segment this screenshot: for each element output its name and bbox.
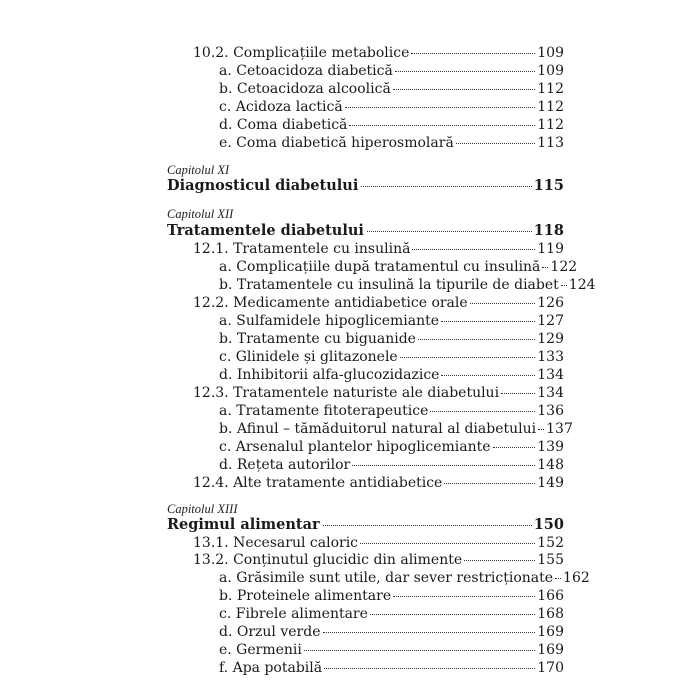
toc-entry-label: d. Orzul verde xyxy=(219,624,321,640)
dot-leader xyxy=(464,559,535,561)
toc-entry-label: 12.1. Tratamentele cu insulină xyxy=(193,241,411,257)
page-number: 115 xyxy=(533,177,564,194)
dot-leader xyxy=(430,410,535,412)
page-number: 162 xyxy=(563,570,590,586)
page-number: 122 xyxy=(550,259,578,275)
dot-leader xyxy=(456,142,535,144)
toc-entry-label: d. Inhibitorii alfa-glucozidazice xyxy=(219,367,440,383)
chapter-heading xyxy=(167,205,233,223)
dot-leader xyxy=(561,284,567,286)
toc-entry-label: e. Germenii xyxy=(219,642,302,658)
toc-entry-label: a. Complicațiile după tratamentul cu insulină xyxy=(219,259,541,275)
toc-entry[interactable] xyxy=(219,312,564,330)
dot-leader xyxy=(501,392,535,394)
dot-leader xyxy=(323,631,536,633)
dot-leader xyxy=(324,667,535,669)
dot-leader xyxy=(538,428,544,430)
toc-entry[interactable] xyxy=(219,569,590,587)
page-number: 170 xyxy=(537,660,564,676)
toc-entry-label: Tratamentele diabetului xyxy=(167,222,364,239)
toc-entry-label: 10.2. Complicațiile metabolice xyxy=(193,45,410,61)
dot-leader xyxy=(400,356,536,358)
page-number: 113 xyxy=(537,135,564,151)
page-number: 149 xyxy=(537,475,564,491)
toc-entry[interactable] xyxy=(193,294,564,312)
toc-entry[interactable] xyxy=(193,474,564,492)
toc-entry[interactable] xyxy=(219,587,564,605)
toc-entry[interactable] xyxy=(219,623,564,641)
toc-entry-label: a. Sulfamidele hipoglicemiante xyxy=(219,313,440,329)
toc-entry-label: a. Grăsimile sunt utile, dar sever restricționate xyxy=(219,570,554,586)
toc-entry[interactable] xyxy=(193,384,564,402)
toc-entry[interactable] xyxy=(219,134,564,152)
toc-entry-label: f. Apa potabilă xyxy=(219,660,323,676)
page-number: 139 xyxy=(537,439,564,455)
toc-entry[interactable] xyxy=(219,402,564,420)
toc-entry[interactable] xyxy=(219,62,564,80)
toc-entry-label: b. Proteinele alimentare xyxy=(219,588,392,604)
toc-entry-label: b. Tratamentele cu insulină la tipurile de diabet xyxy=(219,277,559,293)
toc-entry-label: 13.2. Conținutul glucidic din alimente xyxy=(193,552,463,568)
toc-entry[interactable] xyxy=(219,641,564,659)
page-number: 150 xyxy=(533,516,564,533)
page-number: 168 xyxy=(537,606,564,622)
toc-entry[interactable] xyxy=(193,534,564,552)
page-number: 118 xyxy=(533,222,564,239)
dot-leader xyxy=(412,248,535,250)
toc-entry-label: d. Coma diabetică xyxy=(219,117,348,133)
dot-leader xyxy=(393,88,535,90)
page-number: 112 xyxy=(537,99,564,115)
toc-entry-label: c. Arsenalul plantelor hipoglicemiante xyxy=(219,439,491,455)
page-number: 112 xyxy=(537,81,564,97)
toc-entry-label: 12.4. Alte tratamente antidiabetice xyxy=(193,475,443,491)
dot-leader xyxy=(361,185,531,187)
toc-entry[interactable] xyxy=(193,240,564,258)
toc-entry-label: Diagnosticul diabetului xyxy=(167,177,359,194)
toc-entry[interactable] xyxy=(219,80,564,98)
page-number: 148 xyxy=(537,457,564,473)
page-number: 152 xyxy=(537,535,564,551)
page-number: 137 xyxy=(546,421,573,437)
dot-leader xyxy=(349,124,535,126)
toc-entry-label: d. Rețeta autorilor xyxy=(219,457,351,473)
toc-entry[interactable] xyxy=(193,551,564,569)
page-number: 169 xyxy=(537,642,564,658)
dot-leader xyxy=(441,320,535,322)
dot-leader xyxy=(393,595,535,597)
page-number: 119 xyxy=(537,241,564,257)
page-number: 124 xyxy=(568,277,596,293)
toc-entry-label: c. Glinidele și glitazonele xyxy=(219,349,398,365)
toc-entry[interactable] xyxy=(193,44,564,62)
toc-entry[interactable] xyxy=(219,330,564,348)
page-number: 133 xyxy=(537,349,564,365)
toc-entry[interactable] xyxy=(219,348,564,366)
toc-entry[interactable] xyxy=(219,659,564,677)
dot-leader xyxy=(411,52,535,54)
toc-entry-label: Capitolul XII xyxy=(167,207,234,221)
toc-entry[interactable] xyxy=(219,258,578,276)
chapter-title-entry[interactable] xyxy=(167,177,564,195)
dot-leader xyxy=(367,230,532,232)
page-number: 126 xyxy=(537,295,564,311)
page-number: 134 xyxy=(537,385,564,401)
dot-leader xyxy=(352,464,535,466)
toc-entry-label: a. Tratamente fitoterapeutice xyxy=(219,403,429,419)
toc-entry-label: Regimul alimentar xyxy=(167,516,320,533)
toc-entry[interactable] xyxy=(219,456,564,474)
page-number: 109 xyxy=(537,63,564,79)
toc-entry[interactable] xyxy=(219,420,573,438)
dot-leader xyxy=(441,374,535,376)
toc-entry-label: b. Afinul – tămăduitorul natural al diabetului xyxy=(219,421,537,437)
toc-entry-label: 12.2. Medicamente antidiabetice orale xyxy=(193,295,468,311)
page-number: 169 xyxy=(537,624,564,640)
toc-entry[interactable] xyxy=(219,98,564,116)
toc-entry-label: a. Cetoacidoza diabetică xyxy=(219,63,393,79)
toc-entry-label: e. Coma diabetică hiperosmolară xyxy=(219,135,454,151)
page-number: 155 xyxy=(537,552,564,568)
toc-entry-label: Capitolul XIII xyxy=(167,502,238,516)
chapter-title-entry[interactable] xyxy=(167,222,564,240)
dot-leader xyxy=(370,613,535,615)
dot-leader xyxy=(345,106,536,108)
dot-leader xyxy=(444,482,535,484)
dot-leader xyxy=(555,577,561,579)
toc-entry-label: 12.3. Tratamentele naturiste ale diabetului xyxy=(193,385,500,401)
dot-leader xyxy=(418,338,535,340)
toc-entry[interactable] xyxy=(219,276,596,294)
toc-entry-label: c. Acidoza lactică xyxy=(219,99,343,115)
toc-entry-label: Capitolul XI xyxy=(167,163,230,177)
dot-leader xyxy=(304,649,535,651)
toc-entry-label: c. Fibrele alimentare xyxy=(219,606,368,622)
toc-entry[interactable] xyxy=(219,438,564,456)
toc-entry[interactable] xyxy=(219,366,564,384)
dot-leader xyxy=(323,524,532,526)
dot-leader xyxy=(470,302,536,304)
page-number: 129 xyxy=(537,331,564,347)
page-number: 136 xyxy=(537,403,564,419)
page-number: 127 xyxy=(537,313,564,329)
page-number: 134 xyxy=(537,367,564,383)
chapter-title-entry[interactable] xyxy=(167,516,564,534)
toc-entry[interactable] xyxy=(219,605,564,623)
toc-entry-label: 13.1. Necesarul caloric xyxy=(193,535,359,551)
page-number: 112 xyxy=(537,117,564,133)
dot-leader xyxy=(493,446,536,448)
toc-entry-label: b. Cetoacidoza alcoolică xyxy=(219,81,391,97)
toc-entry-label: b. Tratamente cu biguanide xyxy=(219,331,416,347)
dot-leader xyxy=(360,542,535,544)
dot-leader xyxy=(542,266,548,268)
toc-entry[interactable] xyxy=(219,116,564,134)
page-number: 166 xyxy=(537,588,564,604)
dot-leader xyxy=(395,70,535,72)
page-number: 109 xyxy=(537,45,564,61)
